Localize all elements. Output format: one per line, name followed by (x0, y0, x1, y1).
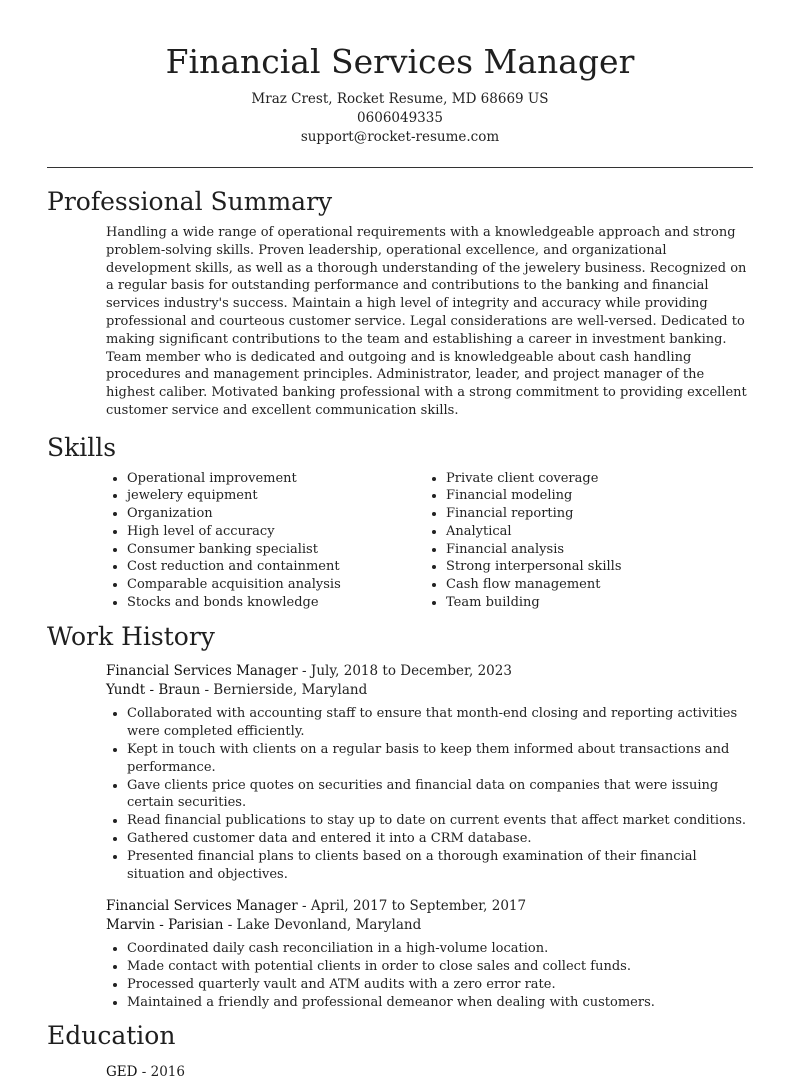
work-history-title: Work History (47, 622, 215, 652)
job-role: Financial Services Manager (106, 663, 298, 680)
job-dates: - April, 2017 to September, 2017 (297, 898, 527, 915)
summary-title: Professional Summary (47, 187, 333, 216)
job-company-line (106, 916, 753, 935)
summary-section (0, 185, 800, 420)
job-bullet: • Gave clients price quotes on securities and financial data on companies that were issuing certain securities. (127, 777, 753, 813)
education-title: Education (47, 1020, 176, 1050)
job-bullets (106, 705, 753, 883)
skill-item: • Comparable acquisition analysis (127, 576, 425, 594)
resume-name: Financial Services Manager (165, 42, 635, 81)
skill-item: • Cash flow management (446, 576, 622, 594)
skill-item: • Operational improvement (127, 470, 425, 488)
job-bullet: • Read financial publications to stay up to date on current events that affect market conditions. (127, 812, 753, 830)
contact-address: Mraz Crest, Rocket Resume, MD 68669 US (251, 91, 549, 107)
education-degree: GED (106, 1063, 138, 1080)
job-dates: - July, 2018 to December, 2023 (297, 663, 512, 680)
contact-block (0, 90, 800, 147)
skills-list-left (106, 470, 425, 612)
job-company: Yundt - Braun (106, 682, 201, 699)
education-entry (106, 1063, 800, 1082)
skill-item: • Analytical (446, 523, 622, 541)
job-bullet: • Collaborated with accounting staff to ensure that month-end closing and reporting activities were completed efficiently. (127, 705, 753, 741)
job-bullets (106, 940, 753, 1011)
resume-header (0, 0, 800, 147)
job-role: Financial Services Manager (106, 898, 298, 915)
skill-item: • Consumer banking specialist (127, 541, 425, 559)
job-bullet: • Gathered customer data and entered it into a CRM database. (127, 830, 753, 848)
job-location: - Bernierside, Maryland (200, 682, 368, 699)
work-history-section (0, 620, 800, 1011)
skill-item: • Stocks and bonds knowledge (127, 594, 425, 612)
skill-item: • Organization (127, 505, 425, 523)
skill-item: • Financial analysis (446, 541, 622, 559)
job-entry (106, 662, 753, 883)
job-bullet: • Maintained a friendly and professional demeanor when dealing with customers. (127, 994, 753, 1012)
job-entry (106, 897, 753, 1011)
skills-section (0, 431, 800, 612)
contact-email: support@rocket-resume.com (300, 129, 500, 145)
job-title-line (106, 662, 753, 681)
skill-item: • Strong interpersonal skills (446, 558, 622, 576)
contact-phone: 0606049335 (357, 110, 443, 126)
skill-item: • Team building (446, 594, 622, 612)
education-section (0, 1019, 800, 1082)
header-divider (47, 167, 753, 168)
skill-item: • Financial reporting (446, 505, 622, 523)
skill-item: • High level of accuracy (127, 523, 425, 541)
skill-item: • Cost reduction and containment (127, 558, 425, 576)
job-bullet: • Made contact with potential clients in order to close sales and collect funds. (127, 958, 753, 976)
job-bullet: • Presented financial plans to clients based on a thorough examination of their financial situation and objectives. (127, 848, 753, 884)
job-title-line (106, 897, 753, 916)
summary-text: Handling a wide range of operational requirements with a knowledgeable approach and strong problem-solving skills. Proven leadership, operational excellence, and organizational development skills, as well as a thorough understanding of the jewelery business. Recognized on a regular basis for outstanding performance and contributions to the banking and financial services industry's success. Maintain a high level of integrity and accuracy while providing professional and courteous customer service. Legal considerations are well-versed. Dedicated to making significant contributions to the team and establishing a career in investment banking. Team member who is dedicated and outgoing and is knowledgeable about cash handling procedures and management principles. Administrator, leader, and project manager of the highest caliber. Motivated banking professional with a strong commitment to providing excellent customer service and excellent communication skills. (106, 225, 747, 418)
job-bullet: • Coordinated daily cash reconciliation in a high-volume location. (127, 940, 753, 958)
skill-item: • Financial modeling (446, 487, 622, 505)
skill-item: • Private client coverage (446, 470, 622, 488)
job-bullet: • Kept in touch with clients on a regular basis to keep them informed about transactions and performance. (127, 741, 753, 777)
skill-item: • jewelery equipment (127, 487, 425, 505)
job-company-line (106, 681, 753, 700)
job-bullet: • Processed quarterly vault and ATM audits with a zero error rate. (127, 976, 753, 994)
education-year: - 2016 (137, 1063, 185, 1080)
job-company: Marvin - Parisian (106, 917, 224, 934)
skills-grid (0, 470, 800, 612)
skills-list-right (425, 470, 622, 612)
job-location: - Lake Devonland, Maryland (223, 917, 422, 934)
skills-title: Skills (47, 432, 117, 462)
